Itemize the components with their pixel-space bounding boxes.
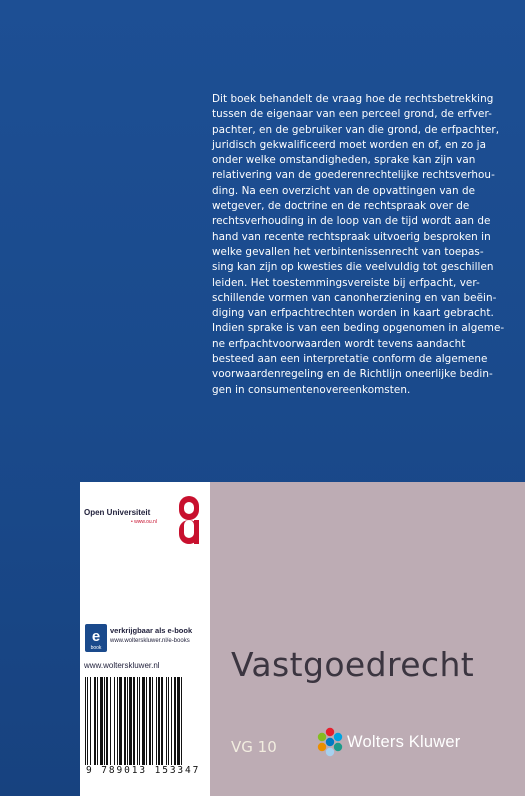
publisher-name: Wolters Kluwer [347, 733, 461, 751]
book-title: Vastgoedrecht [231, 645, 475, 684]
ebook-url: www.wolterskluwer.nl/e-books [110, 638, 190, 644]
ebook-icon-letter: e [91, 628, 101, 645]
ebook-icon-caption: book [90, 645, 102, 651]
isbn-number: 9 789013 153347 [86, 765, 201, 776]
open-universiteit-logo-icon [175, 494, 203, 546]
series-code: VG 10 [231, 738, 277, 756]
ebook-icon [85, 624, 107, 652]
ebook-availability: verkrijgbaar als e-book [110, 626, 193, 635]
open-universiteit-url-text: www.ou.nl [134, 519, 157, 525]
barcode [84, 677, 206, 765]
publisher-website: www.wolterskluwer.nl [84, 661, 160, 670]
open-universiteit-url: • www.ou.nl [131, 519, 157, 525]
wolters-kluwer-logo-icon [315, 727, 345, 757]
open-universiteit-name: Open Universiteit [84, 508, 151, 517]
back-cover-blurb: Dit boek behandelt de vraag hoe de rechtsbetrekking tussen de eigenaar van een perceel grond, de erfver- pachter, en de gebruiker van die grond, de erfpachter, juridisch gekwalificeerd moet worden en of, en zo ja onder welke omstandigheden, sprake kan zijn van relativering van de goederenrechtelijke rechtsverhou- ding. Na een overzicht van de opvattingen van de wetgever, de doctrine en de rechtspraak over de rechtsverhouding in de loop van de tijd wordt aan de hand van recente rechtspraak uitvoerig besproken in welke gevallen het verbintenissenrecht van toepas- sing kan zijn op kwesties die veelvuldig tot geschillen leiden. Het toestemmingsvereiste bij erfpacht, ver- schillende vormen van canonherziening en van beëin- diging van erfpachtrechten worden in kaart gebracht. Indien sprake is van een beding opgenomen in algeme- ne erfpachtvoorwaarden wordt tevens aandacht besteed aan een interpretatie conform de algemene voorwaardenregeling en de Richtlijn oneerlijke bedin- gen in consumentenovereenkomsten. [212, 93, 505, 396]
